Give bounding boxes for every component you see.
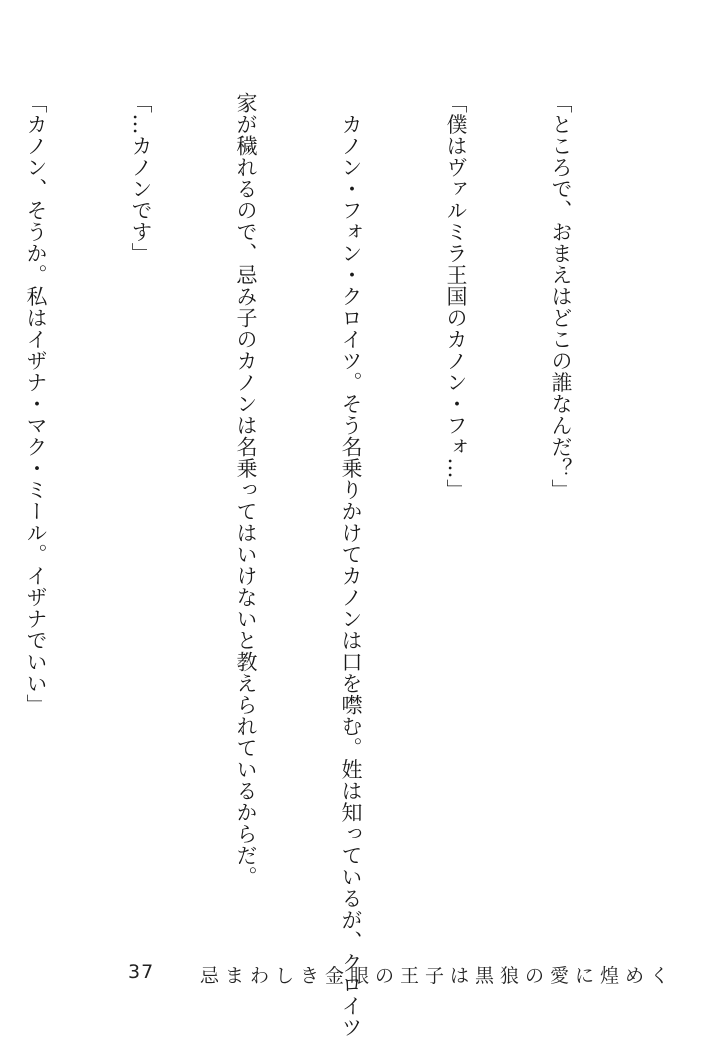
text-line: 「…カノンです」 — [129, 92, 153, 264]
text-line: 家が穢れるので、忌み子のカノンは名乗ってはいけないと教えられているからだ。 — [234, 92, 258, 888]
text-line: 「ところで、おまえはどこの誰なんだ？」 — [549, 92, 573, 501]
page-footer — [0, 961, 726, 991]
running-title: 忌まわしき金眼の王子は黒狼の愛に煌めく — [200, 965, 676, 987]
text-line: 「僕はヴァルミラ王国のカノン・フォ…」 — [444, 92, 468, 501]
text-line: 「カノン、そうか。私はイザナ・マク・ミール。イザナでいい」 — [24, 92, 48, 716]
text-line: カノン・フォン・クロイツ。そう名乗りかけてカノンは口を噤む。姓は知っているが、クロイツ — [339, 92, 363, 1038]
page-number: 37 — [128, 961, 155, 983]
